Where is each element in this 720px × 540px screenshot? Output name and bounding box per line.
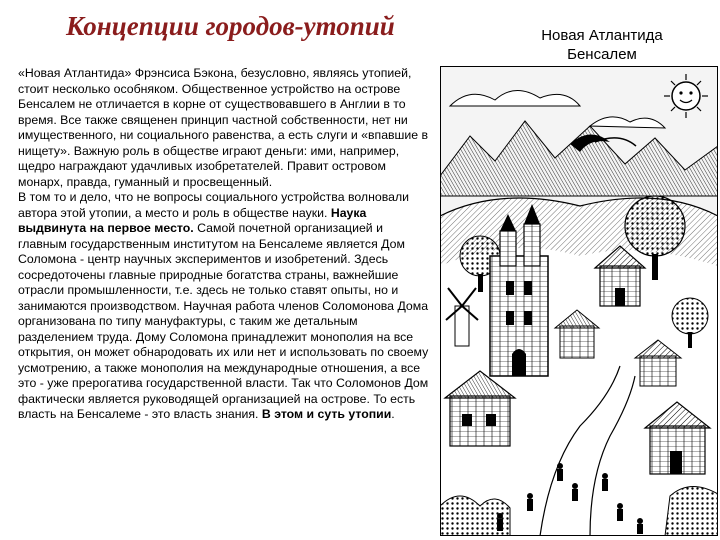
illustration-caption xyxy=(512,26,692,64)
paragraph-2-text-b: Самой почетной организацией и главным государственным институтом на Бенсалеме является Дом Соломона - центр научных экспериментов и изобретений. Здесь сосредоточены главные природные богатства страны, важнейшие отрасли промышленности, т.е. здесь не только ставят опыты, но и занимаются производством. Научная работа членов Соломонова Дома организована по типу мануфактуры, с таким же детальным разделением труда. Дому Соломона принадлежит монополия на все открытия, он может обнародовать их или нет и использовать по своему усмотрению, а также монополия на международные отношения, а все это - уже прерогатива государственной власти. Так что Соломонов Дом фактически является руководящей организацией на острове. То есть власть на Бенсалеме - это власть знания. xyxy=(18,221,429,421)
paragraph-2-text-a: В том то и дело, что не вопросы социального устройства волновали автора этой утопии, а место и роль в обществе науки. xyxy=(18,190,409,220)
paragraph-2-end: . xyxy=(391,407,395,421)
body-text xyxy=(18,66,432,423)
paragraph-2-bold-science: Наука выдвинута на первое место. xyxy=(18,205,367,235)
paragraph-1: «Новая Атлантида» Фрэнсиса Бэкона, безусловно, являясь утопией, стоит несколько особняком. Общественное устройство на острове Бенсалем не отличается в корне от существовавшего в Англии в то время. Все также священен принцип частной собственности, нет ни имущественного, ни социального равенства, а есть слуги и «впавшие в нищету». Важную роль в обществе играют деньги: ими, например, щедро награждают удачливых изобретателей. Правит островом монарх, правда, гуманный и просвещенный. xyxy=(18,66,429,189)
paragraph-2 xyxy=(18,190,432,423)
slide-title: Концепции городов-утопий xyxy=(66,11,395,41)
caption-line-1: Новая Атлантида xyxy=(541,27,663,44)
paragraph-2-bold-essence: В этом и суть утопии xyxy=(261,407,392,421)
new-atlantis-engraving xyxy=(440,66,718,536)
caption-line-2: Бенсалем xyxy=(567,46,637,63)
